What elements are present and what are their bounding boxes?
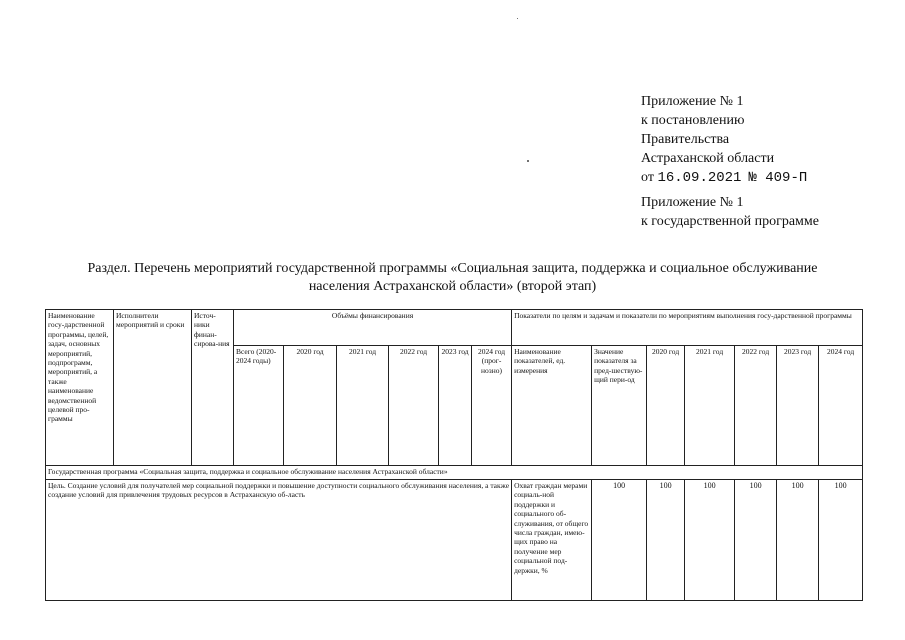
header-funding-total: Всего (2020-2024 годы) <box>234 346 284 466</box>
header-name: Наименование госу-дарственной программы, целей, задач, основных мероприятий, подпрограмм, мероприятий, а также наименование ведомственной целевой про-граммы <box>46 310 114 466</box>
measures-table <box>45 309 863 601</box>
section-title-line: населения Астраханской области» (второй этап) <box>308 279 597 294</box>
scan-speck <box>517 18 518 19</box>
header-funding-2022: 2022 год <box>389 346 439 466</box>
header-indicator-2024: 2024 год <box>819 346 863 466</box>
resolution-date: 16.09.2021 <box>657 170 742 186</box>
goal-value-2023: 100 <box>777 480 819 601</box>
goal-value-2024: 100 <box>819 480 863 601</box>
scan-speck <box>527 160 529 162</box>
goal-value-2021: 100 <box>685 480 735 601</box>
header-funding-2021: 2021 год <box>337 346 389 466</box>
header-funding-2023: 2023 год <box>439 346 472 466</box>
appendix-title: Приложение № 1 <box>641 195 744 210</box>
header-indicator-name: Наименование показателей, ед. измерения <box>512 346 592 466</box>
header-source: Источ-ники финан-сирова-ния <box>192 310 234 466</box>
goal-value-prev: 100 <box>592 480 647 601</box>
appendix-line: Правительства <box>641 132 730 147</box>
appendix-line: к постановлению <box>641 113 745 128</box>
header-indicator-2022: 2022 год <box>735 346 777 466</box>
header-indicator-2020: 2020 год <box>647 346 685 466</box>
header-funding-2024: 2024 год (прог-нозно) <box>472 346 512 466</box>
goal-value-2020: 100 <box>647 480 685 601</box>
program-title-cell: Государственная программа «Социальная защита, поддержка и социальное обслуживание населения Астраханской области» <box>46 466 863 480</box>
appendix-title: Приложение № 1 <box>641 94 744 109</box>
table-row-goal <box>46 480 863 601</box>
header-funding-group: Объёмы финансирования <box>234 310 512 346</box>
table-header-row <box>46 310 863 346</box>
header-indicator-2021: 2021 год <box>685 346 735 466</box>
header-funding-2020: 2020 год <box>284 346 337 466</box>
section-title-line: Раздел. Перечень мероприятий государственной программы «Социальная защита, поддержка и социальное обслуживание <box>87 261 818 276</box>
goal-text-cell: Цель. Создание условий для получателей мер социальной поддержки и повышение доступности социального обслуживания населения, а также создание условий для привлечения трудовых ресурсов в Астраханскую об-ласть <box>46 480 512 601</box>
header-indicators-group: Показатели по целям и задачам и показатели по мероприятиям выполнения госу-дарственной программы <box>512 310 863 346</box>
header-indicator-2023: 2023 год <box>777 346 819 466</box>
resolution-date-line <box>641 168 807 188</box>
appendix-program-block <box>641 193 819 231</box>
appendix-line: Астраханской области <box>641 151 775 166</box>
header-indicator-prev: Значение показателя за пред-шествую-щий пери-од <box>592 346 647 466</box>
appendix-line: к государственной программе <box>641 214 819 229</box>
section-title <box>40 260 865 296</box>
date-prefix: от <box>641 170 654 185</box>
goal-value-2022: 100 <box>735 480 777 601</box>
goal-indicator-cell: Охват граждан мерами социаль-ной поддержки и социального об-служивания, от общего числа граждан, имею-щих право на получение мер социальной под-держки, % <box>512 480 592 601</box>
header-executors: Исполнители мероприятий и сроки <box>114 310 192 466</box>
appendix-resolution-block <box>641 92 807 188</box>
table-row-program <box>46 466 863 480</box>
resolution-number: № 409-П <box>748 170 808 186</box>
